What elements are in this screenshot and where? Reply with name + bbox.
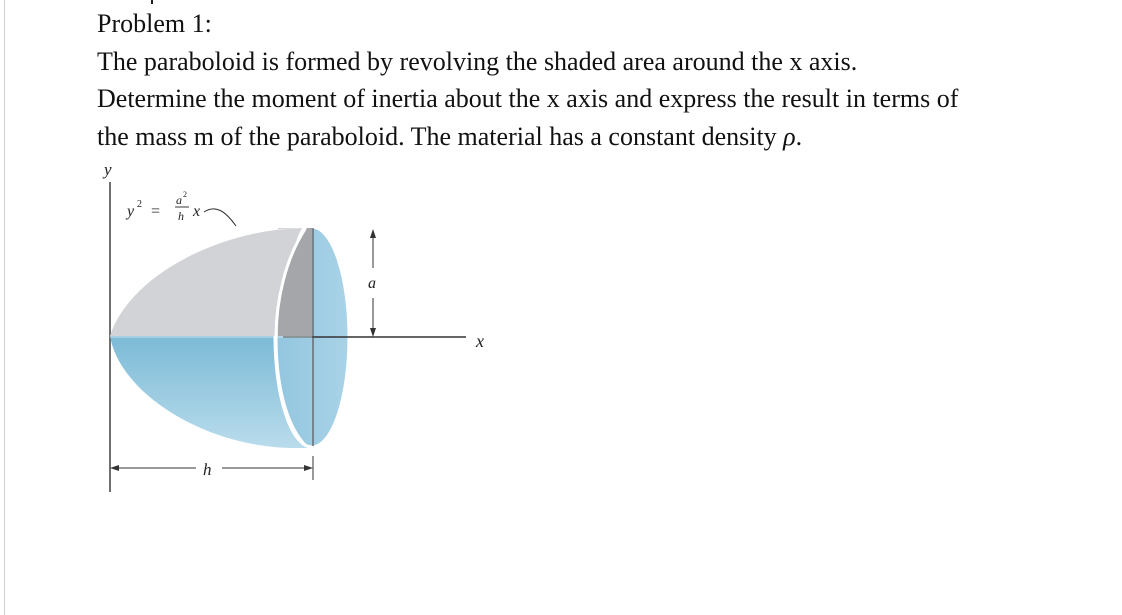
parabola-equation <box>125 190 236 226</box>
equation-leader-line <box>204 209 236 226</box>
length-arrow-right <box>304 465 313 471</box>
x-axis-label: x <box>476 331 484 351</box>
equation-rhs-var: x <box>193 203 201 220</box>
density-symbol: ρ <box>783 121 796 151</box>
equation-lhs-var: y <box>127 203 135 220</box>
problem-line-1: The paraboloid is formed by revolving the shaded area around the x axis. <box>97 46 858 76</box>
length-label: h <box>203 460 212 479</box>
problem-line-3-end: . <box>795 121 803 151</box>
equation-equals: = <box>151 203 161 220</box>
equation-lhs-exp: 2 <box>137 199 142 210</box>
equation-denominator: h <box>178 209 184 223</box>
equation-numerator-exp: 2 <box>183 190 187 199</box>
problem-heading: Problem 1: <box>97 9 212 38</box>
radius-arrow-bottom <box>370 328 376 337</box>
paraboloid-figure <box>90 160 510 500</box>
equation-numerator-var: a <box>176 193 182 207</box>
problem-line-2: Determine the moment of inertia about the x axis and express the result in terms of <box>97 84 959 113</box>
y-axis-label: y <box>104 160 112 179</box>
problem-line-3 <box>97 118 1112 156</box>
paraboloid-upper-shell-body <box>110 228 302 336</box>
radius-arrow-top <box>370 229 376 238</box>
length-arrow-left <box>110 465 119 471</box>
problem-statement <box>97 5 1112 155</box>
problem-line-3-text: the mass m of the paraboloid. The material has a constant density <box>97 121 784 151</box>
page-left-border <box>4 0 5 615</box>
page-top-mark <box>151 0 153 4</box>
radius-label: a <box>368 275 376 292</box>
